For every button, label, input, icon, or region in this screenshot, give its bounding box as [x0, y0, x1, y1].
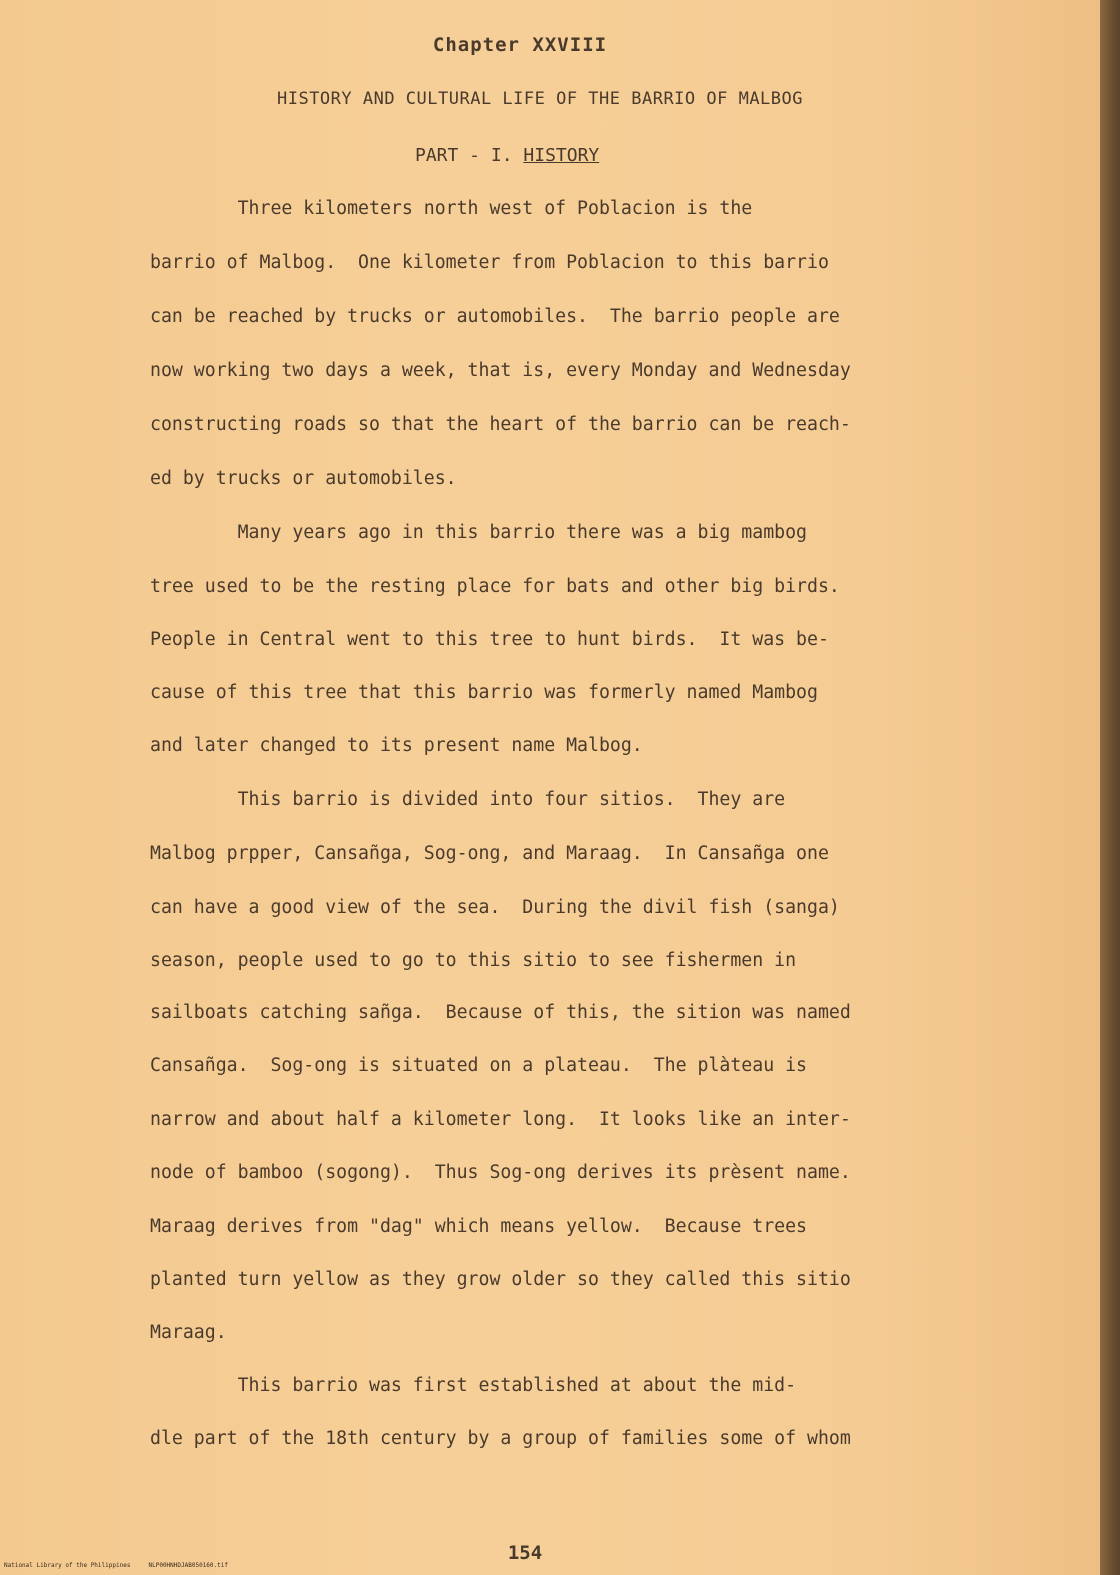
- document-title: HISTORY AND CULTURAL LIFE OF THE BARRIO OF MALBOG: [276, 89, 803, 109]
- scan-footer: National Library of the Philippines NLP00HNHDJAB050160.tif: [4, 1562, 228, 1569]
- text-line: Many years ago in this barrio there was a big mambog: [150, 522, 807, 543]
- part-prefix: PART - I.: [415, 145, 513, 166]
- text-line: This barrio is divided into four sitios. They are: [150, 789, 786, 810]
- part-heading: [415, 145, 599, 166]
- text-line: sailboats catching sañga. Because of this, the sition was named: [150, 1002, 851, 1023]
- book-binding-edge: [1100, 0, 1120, 1575]
- text-line: Maraag derives from "dag" which means yellow. Because trees: [150, 1216, 807, 1237]
- part-heading-label: HISTORY: [523, 145, 600, 166]
- text-line: planted turn yellow as they grow older so they called this sitio: [150, 1269, 851, 1290]
- text-line: can have a good view of the sea. During the divil fish (sanga): [150, 897, 840, 918]
- chapter-heading: Chapter XXVIII: [432, 34, 608, 56]
- text-line: barrio of Malbog. One kilometer from Poblacion to this barrio: [150, 252, 829, 273]
- text-line: node of bamboo (sogong). Thus Sog-ong derives its prèsent name.: [150, 1162, 851, 1183]
- text-line: People in Central went to this tree to hunt birds. It was be-: [150, 629, 829, 650]
- text-line: ed by trucks or automobiles.: [150, 468, 457, 489]
- text-line: dle part of the 18th century by a group of families some of whom: [150, 1428, 851, 1449]
- text-line: Malbog prpper, Cansañga, Sog-ong, and Maraag. In Cansañga one: [150, 843, 829, 864]
- text-line: constructing roads so that the heart of the barrio can be reach-: [150, 414, 851, 435]
- text-line: Maraag.: [150, 1322, 227, 1343]
- text-line: cause of this tree that this barrio was formerly named Mambog: [150, 682, 818, 703]
- text-line: now working two days a week, that is, every Monday and Wednesday: [150, 360, 851, 381]
- text-line: This barrio was first established at about the mid-: [150, 1375, 797, 1396]
- text-line: Cansañga. Sog-ong is situated on a plateau. The plàteau is: [150, 1055, 807, 1076]
- text-line: Three kilometers north west of Poblacion is the: [150, 198, 753, 219]
- text-line: narrow and about half a kilometer long. It looks like an inter-: [150, 1109, 851, 1130]
- text-line: and later changed to its present name Malbog.: [150, 735, 643, 756]
- text-line: can be reached by trucks or automobiles. The barrio people are: [150, 306, 840, 327]
- text-line: tree used to be the resting place for bats and other big birds.: [150, 576, 840, 597]
- text-line: season, people used to go to this sitio to see fishermen in: [150, 950, 797, 971]
- page-number: 154: [507, 1542, 543, 1564]
